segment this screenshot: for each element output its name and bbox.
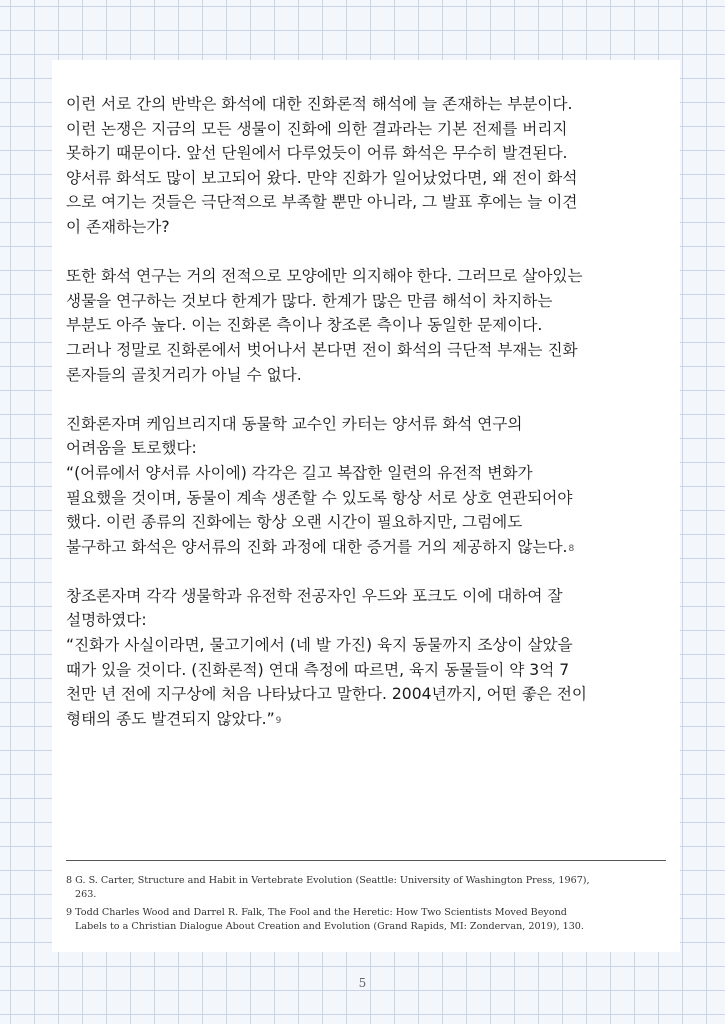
footnote-line: 9 Todd Charles Wood and Darrel R. Falk, The Fool and the Heretic: How Two Scientists Moved Beyond: [66, 906, 567, 918]
text-line: 또한 화석 연구는 거의 전적으로 모양에만 의지해야 한다. 그러므로 살아있는: [66, 267, 583, 286]
quote-line: 필요했을 것이며, 동물이 계속 생존할 수 있도록 항상 서로 상호 연관되어야: [66, 488, 573, 507]
document-page: [52, 60, 680, 952]
text-line: 어려움을 토로했다:: [66, 439, 197, 458]
text-line: 으로 여기는 것들은 극단적으로 부족할 뿐만 아니라, 그 발표 후에는 늘 이견: [66, 193, 578, 212]
footnote-divider: [66, 860, 666, 861]
page-number: 5: [358, 976, 367, 990]
quote-line: 때가 있을 것이다. (진화론적) 연대 측정에 따르면, 육지 동물들이 약 3억 7: [66, 660, 570, 679]
footnote-ref-9[interactable]: 9: [275, 715, 282, 726]
text-line: 그러나 정말로 진화론에서 벗어나서 본다면 전이 화석의 극단적 부재는 진화: [66, 340, 578, 359]
quote-line: 천만 년 전에 지구상에 처음 나타났다고 말한다. 2004년까지, 어떤 좋은 전이: [66, 685, 587, 704]
paragraph: [66, 92, 671, 240]
footnote-line: Labels to a Christian Dialogue About Creation and Evolution (Grand Rapids, MI: Zondervan, 2019), 130.: [75, 921, 584, 933]
quote-line: 했다. 이런 종류의 진화에는 항상 오랜 시간이 필요하지만, 그럼에도: [66, 513, 523, 532]
footnote-line: 8 G. S. Carter, Structure and Habit in Vertebrate Evolution (Seattle: University of Washington Press, 1967),: [66, 875, 590, 886]
body-text: [66, 92, 671, 756]
quote-line: “(어류에서 양서류 사이에) 각각은 길고 복잡한 일련의 유전적 변화가: [66, 463, 533, 482]
paragraph: [66, 264, 671, 387]
footnote-9: [66, 906, 671, 935]
footnote-ref-8[interactable]: 8: [568, 543, 575, 554]
quote-line: [66, 535, 671, 560]
quote-line-text: 형태의 종도 발견되지 않았다.”: [66, 709, 275, 728]
quote-line-text: 불구하고 화석은 양서류의 진화 과정에 대한 증거를 거의 제공하지 않는다.: [66, 537, 568, 556]
text-line: 설명하였다:: [66, 611, 147, 630]
paragraph: [66, 412, 671, 560]
text-line: 이런 논쟁은 지금의 모든 생물이 진화에 의한 결과라는 기본 전제를 버리지: [66, 119, 568, 138]
text-line: 이런 서로 간의 반박은 화석에 대한 진화론적 해석에 늘 존재하는 부분이다.: [66, 95, 573, 113]
text-line: 진화론자며 케임브리지대 동물학 교수인 카터는 양서류 화석 연구의: [66, 414, 523, 433]
footnote-8: [66, 874, 671, 903]
text-line: 부분도 아주 높다. 이는 진화론 측이나 창조론 측이나 동일한 문제이다.: [66, 316, 543, 335]
text-line: 양서류 화석도 많이 보고되어 왔다. 만약 진화가 일어났었다면, 왜 전이 화석: [66, 168, 578, 187]
quote-line: [66, 707, 671, 732]
text-line: 못하기 때문이다. 앞선 단원에서 다루었듯이 어류 화석은 무수히 발견된다.: [66, 144, 568, 163]
text-line: 론자들의 골칫거리가 아닐 수 없다.: [66, 365, 302, 384]
text-line: 창조론자며 각각 생물학과 유전학 전공자인 우드와 포크도 이에 대하여 잘: [66, 586, 563, 605]
footnote-line: 263.: [75, 889, 97, 901]
quote-line: “진화가 사실이라면, 물고기에서 (네 발 가진) 육지 동물까지 조상이 살았을: [66, 636, 573, 655]
text-line: 생물을 연구하는 것보다 한계가 많다. 한계가 많은 만큼 해석이 차지하는: [66, 291, 553, 310]
paragraph: [66, 584, 671, 732]
text-line: 이 존재하는가?: [66, 217, 170, 236]
footnotes: [66, 874, 671, 938]
